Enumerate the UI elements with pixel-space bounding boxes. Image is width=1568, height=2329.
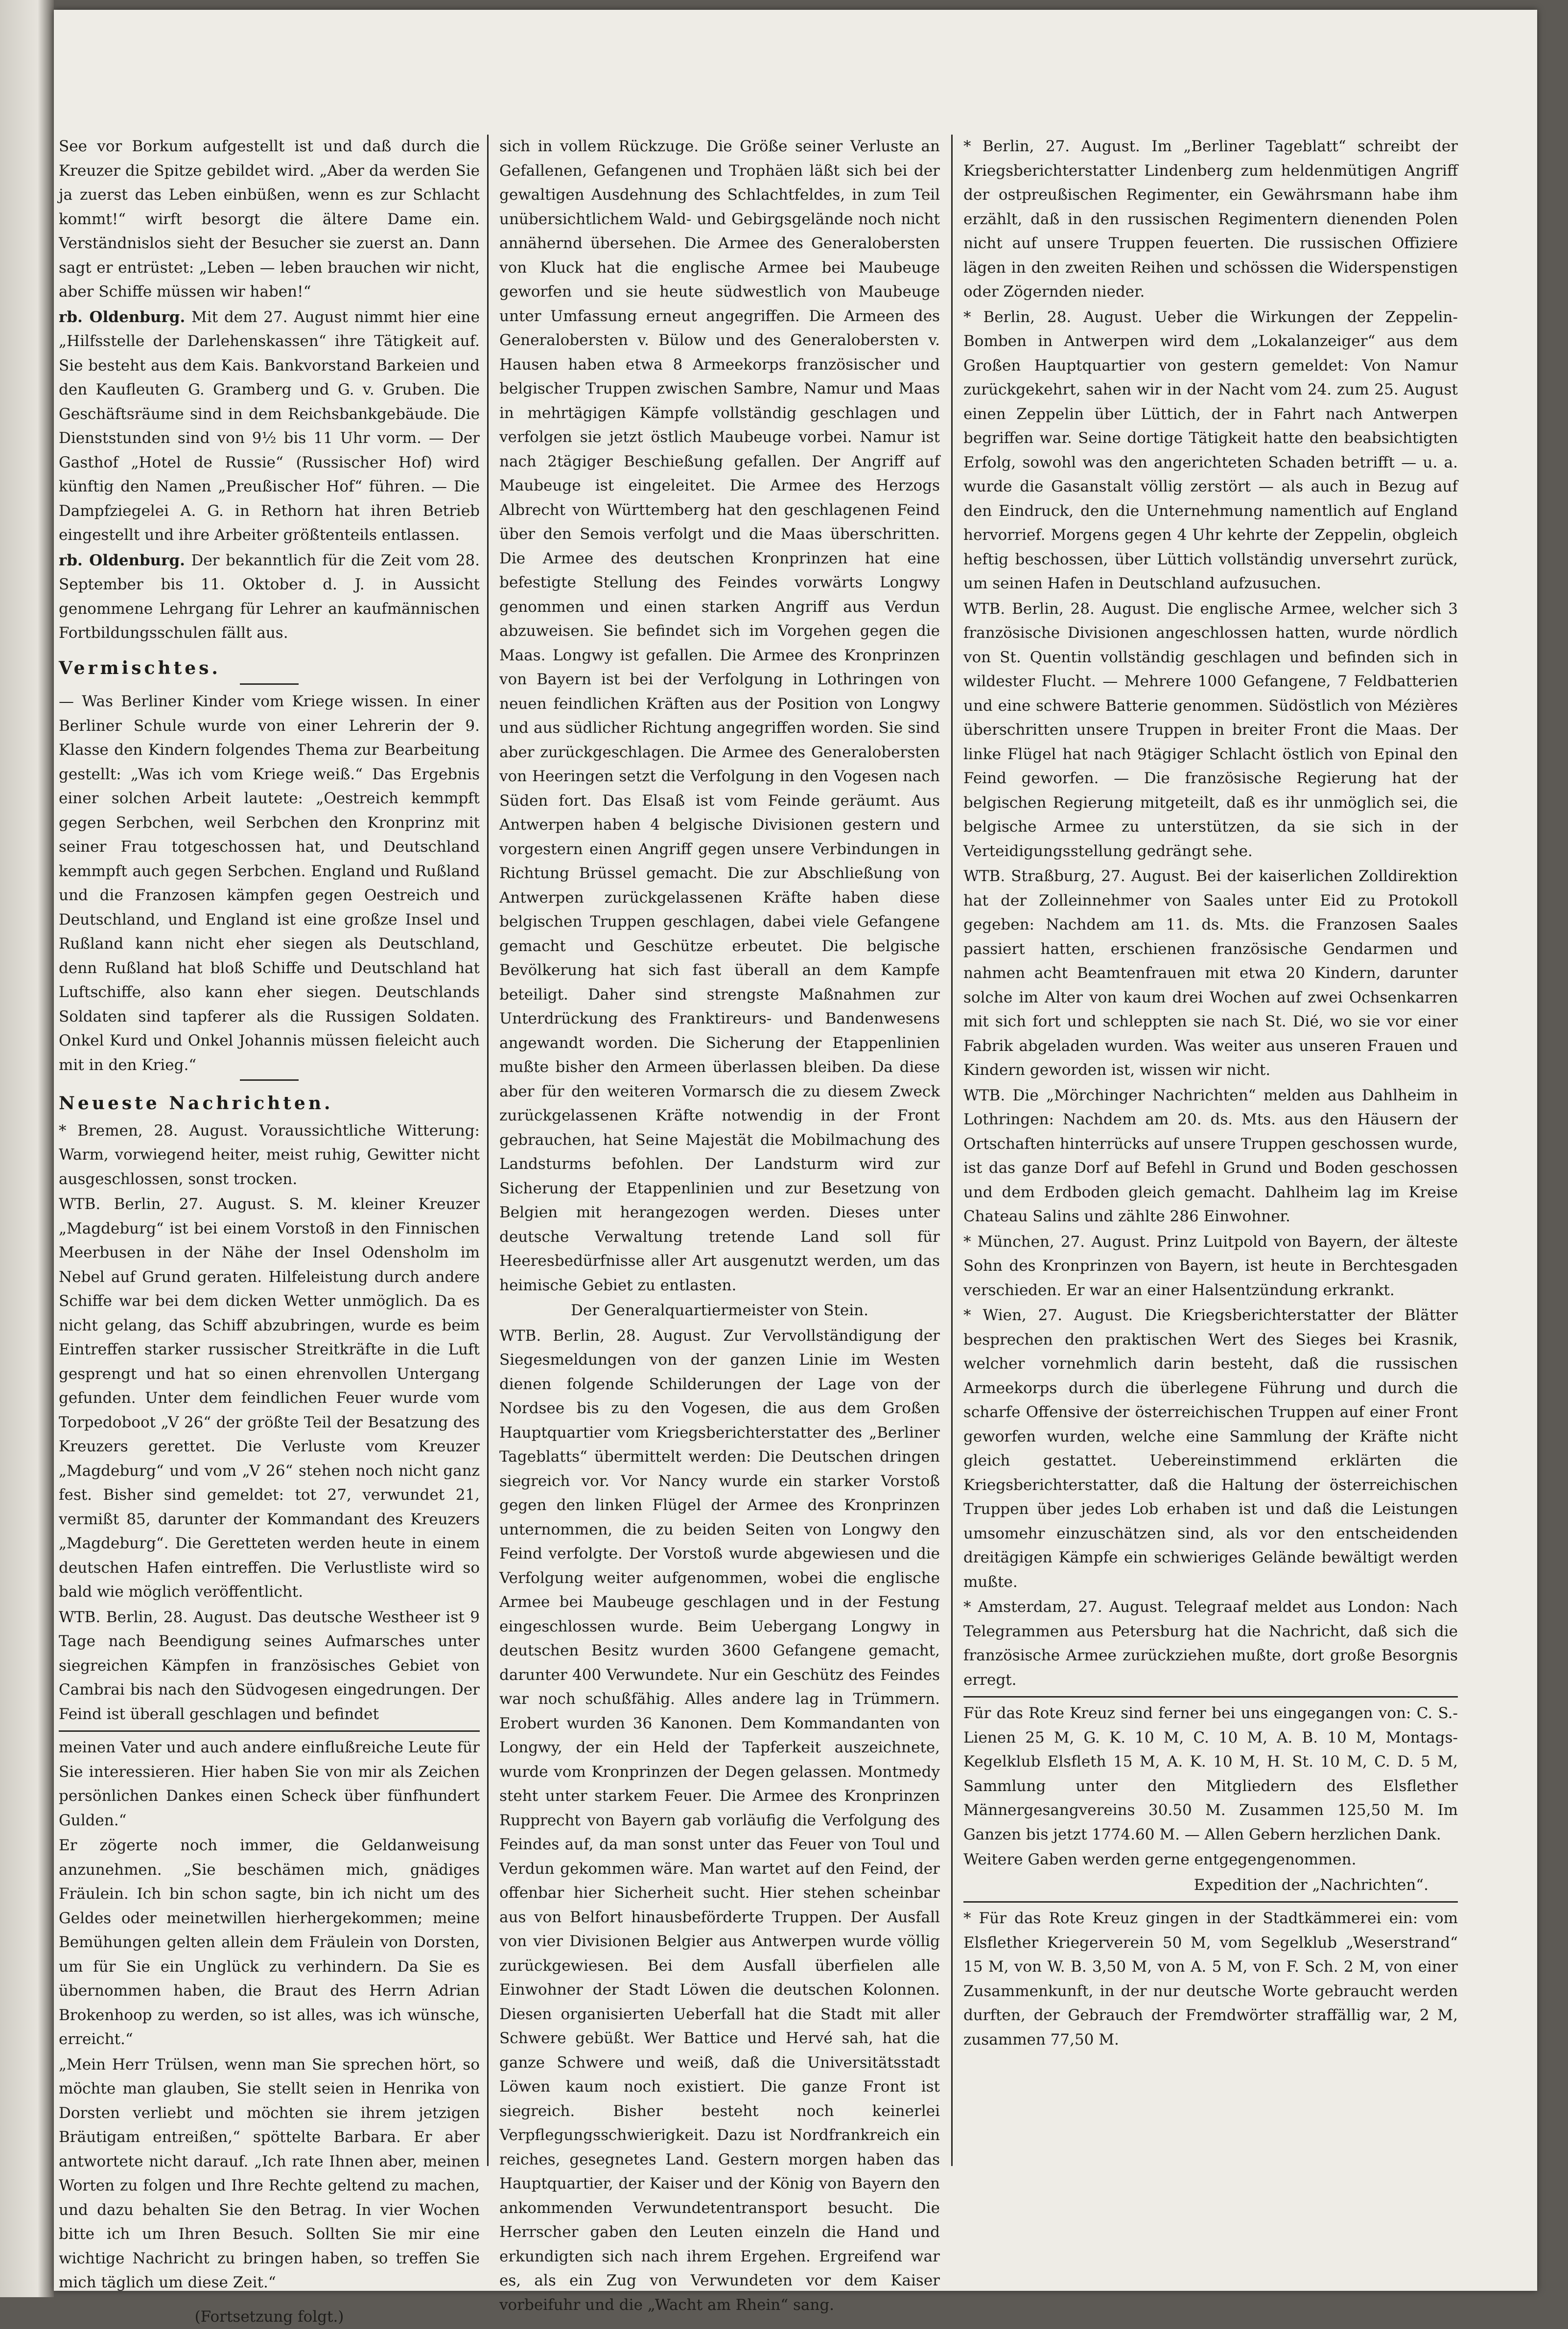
news-item: * Berlin, 28. August. Ueber die Wirkungen der Zeppelin-Bomben in Antwerpen wird dem „Lokalanzeiger“ aus dem Großen Hauptquartier von gestern gemeldet: Von Namur zurückgekehrt, sahen wir in der Nacht vom 24. zum 25. August einen Zeppelin über Lüttich, der in Fahrt nach Antwerpen begriffen war. Seine dortige Tätigkeit hatte den beabsichtigten Erfolg, sowohl was den angerichteten Schaden betrifft — u. a. wurde die Gasanstalt völlig zerstört — als auch in Bezug auf den Eindruck, den die Unternehmung namentlich auf England hervorrief. Morgens gegen 4 Uhr kehrte der Zeppelin, obgleich heftig beschossen, über Lüttich vollständig unversehrt zurück, um seinen Hafen in Deutschland aufzusuchen. — [963, 305, 1458, 596]
article-paragraph: See vor Borkum aufgestellt ist und daß durch die Kreuzer die Spitze gebildet wird. „Aber da werden Sie ja zuerst das Leben einbüßen, wenn es zur Schlacht kommt!“ wirft besorgt die ältere Dame ein. Verständnislos sieht der Besucher sie zuerst an. Dann sagt er entrüstet: „Leben — leben brauchen wir nicht, aber Schiffe müssen wir haben!“ — [59, 135, 480, 304]
news-item: * Amsterdam, 27. August. Telegraaf meldet aus London: Nach Telegrammen aus Petersburg hat die Nachricht, daß sich die französische Armee zurückziehen mußte, dort große Besorgnis erregt. — [963, 1595, 1458, 1692]
column-left — [54, 135, 480, 2200]
news-item: sich in vollem Rückzuge. Die Größe seiner Verluste an Gefallenen, Gefangenen und Trophäen läßt sich bei der gewaltigen Ausdehnung des Schlachtfeldes, in zum Teil unübersichtlichem Wald- und Gebirgsgelände noch nicht annähernd übersehen. Die Armee des Generalobersten von Kluck hat die englische Armee bei Maubeuge geworfen und sie heute südwestlich von Maubeuge unter Umfassung erneut angegriffen. Die Armeen des Generalobersten v. Bülow und des Generalobersten v. Hausen haben etwa 8 Armeekorps französischer und belgischer Truppen zwischen Sambre, Namur und Maas in mehrtägigen Kämpfe vollständig geschlagen und verfolgen sie jetzt östlich Maubeuge vorbei. Namur ist nach 2tägiger Beschießung gefallen. Der Angriff auf Maubeuge ist eingeleitet. Die Armee des Herzogs Albrecht von Württemberg hat den geschlagenen Feind über den Semois verfolgt und die Maas überschritten. Die Armee des deutschen Kronprinzen hat eine befestigte Stellung des Feindes vorwärts Longwy genommen und einen starken Angriff aus Verdun abzuweisen. Sie befindet sich im Vorgehen gegen die Maas. Longwy ist gefallen. Die Armee des Kronprinzen von Bayern ist bei der Verfolgung in Lothringen von neuen feindlichen Kräften aus der Position von Longwy und aus südlicher Richtung angegriffen worden. Sie sind aber zurückgeschlagen. Die Armee des Generalobersten von Heeringen setzt die Verfolgung in den Vogesen nach Süden fort. Das Elsaß ist vom Feinde geräumt. Aus Antwerpen haben 4 belgische Divisionen gestern und vorgestern einen Angriff gegen unsere Verbindungen in Richtung Brüssel gemacht. Die zur Abschließung von Antwerpen zurückgelassenen Kräfte haben diese belgischen Truppen geschlagen, dabei viele Gefangene gemacht und Geschütze erbeutet. Die belgische Bevölkerung hat sich fast überall an dem Kampfe beteiligt. Daher sind strengste Maßnahmen zur Unterdrückung des Franktireurs- und Bandenwesens angewandt worden. Die Sicherung der Etappenlinien mußte bisher den Armeen überlassen bleiben. Da diese aber für den weiteren Vormarsch die zu diesem Zweck zurückgelassenen Kräfte notwendig in der Front gebrauchen, hat Seine Majestät die Mobilmachung des Landsturms befohlen. Der Landsturm wird zur Sicherung der Etappenlinien und zur Besetzung von Belgien mit herangezogen werden. Dieses unter deutsche Verwaltung tretende Land soll für Heeresbedürfnisse aller Art ausgenutzt werden, um das heimische Gebiet zu entlasten. — [499, 135, 940, 1298]
divider — [240, 683, 299, 685]
column-rule — [487, 135, 489, 2166]
news-item: WTB. Die „Mörchinger Nachrichten“ melden aus Dahlheim in Lothringen: Nachdem am 20. ds. Mts. aus den Häusern der Ortschaften hinterrücks auf unsere Truppen geschossen wurde, ist das ganze Dorf auf Befehl in Grund und Boden geschossen und dem Erdboden gleich gemacht. Dahlheim lag im Kreise Chateau Salins und zählte 286 Einwohner. — [963, 1084, 1458, 1229]
dateline: rb. Oldenburg. — [59, 308, 185, 326]
news-item: WTB. Straßburg, 27. August. Bei der kaiserlichen Zolldirektion hat der Zolleinnehmer von Saales unter Eid zu Protokoll gegeben: Nachdem am 11. ds. Mts. die Franzosen Saales passiert hatten, erschienen französische Gendarmen und nahmen acht Beamtenfrauen mit etwa 20 Kindern, darunter solche im Alter von kaum drei Wochen auf zwei Ochsenkarren mit sich fort und schleppten sie nach St. Dié, wo sie vor einer Fabrik abgeladen wurden. Was weiter aus unseren Frauen und Kindern geworden ist, wissen wir nicht. — [963, 864, 1458, 1083]
section-heading-neueste-nachrichten: Neueste Nachrichten. — [59, 1092, 480, 1116]
news-item: WTB. Berlin, 27. August. S. M. kleiner Kreuzer „Magdeburg“ ist bei einem Vorstoß in den Finnischen Meerbusen in der Nähe der Insel Odensholm im Nebel auf Grund geraten. Hilfeleistung durch andere Schiffe war bei dem dicken Wetter unmöglich. Da es nicht gelang, das Schiff abzubringen, wurde es beim Eintreffen starker russischer Streitkräfte in die Luft gesprengt und hat so einen ehrenvollen Untergang gefunden. Unter dem feindlichen Feuer wurde vom Torpedoboot „V 26“ der größte Teil der Besatzung des Kreuzers gerettet. Die Verluste vom Kreuzer „Magdeburg“ und vom „V 26“ stehen noch nicht ganz fest. Bisher sind gemeldet: tot 27, verwundet 21, vermißt 85, darunter der Kommandant des Kreuzers „Magdeburg“. Die Geretteten werden heute in einem deutschen Hafen eintreffen. Die Verlustliste wird so bald wie möglich veröffentlicht. — [59, 1192, 480, 1605]
article-body: Der bekanntlich für die Zeit vom 28. September bis 11. Oktober d. J. in Aussicht genommene Lehrgang für Lehrer an kaufmännischen Fortbildungsschulen fällt aus. — [59, 552, 480, 642]
section-heading-vermischtes: Vermischtes. — [59, 656, 480, 681]
divider — [240, 1079, 299, 1081]
column-middle — [499, 135, 940, 2200]
news-item: * Wien, 27. August. Die Kriegsberichterstatter der Blätter besprechen den praktischen Wert des Sieges bei Krasnik, welcher vornehmlich darin besteht, daß die russischen Armeekorps durch die überlegene Führung und durch die scharfe Offensive der österreichischen Truppen auf einer Front geworfen wurden, welche eine Sammlung der Kräfte nicht gleich gestattet. Uebereinstimmend erklärten die Kriegsberichterstatter, daß die Haltung der österreichischen Truppen über jedes Lob erhaben ist und daß die Leistungen umsomehr einzuschätzen sind, als vor den entscheidenden dreitägigen Kämpfe ein schwieriges Gelände bewältigt werden mußte. — [963, 1304, 1458, 1594]
article-body: Mit dem 27. August nimmt hier eine „Hilfsstelle der Darlehenskassen“ ihre Tätigkeit auf. Sie besteht aus dem Kais. Bankvorstand Barkeien und den Kaufleuten G. Gramberg und G. v. Gruben. Die Geschäftsräume sind in dem Reichsbankgebäude. Die Dienststunden sind von 9½ bis 11 Uhr vorm. — Der Gasthof „Hotel de Russie“ (Russischer Hof) wird künftig den Namen „Preußischer Hof“ führen. — Die Dampfziegelei A. G. in Rethorn hat ihren Betrieb eingestellt und ihre Arbeiter größtenteils entlassen. — [59, 308, 480, 544]
news-item: WTB. Berlin, 28. August. Zur Vervollständigung der Siegesmeldungen von der ganzen Linie im Westen dienen folgende Schilderungen der Lage von der Nordsee bis zu den Vogesen, die aus dem Großen Hauptquartier vom Kriegsberichterstatter des „Berliner Tageblatts“ übermittelt werden: Die Deutschen dringen siegreich vor. Vor Nancy wurde ein starker Vorstoß gegen den linken Flügel der Armee des Kronprinzen unternommen, die zu beiden Seiten von Longwy den Feind verfolgte. Der Vorstoß wurde abgewiesen und die Verfolgung weiter aufgenommen, wobei die englische Armee bei Maubeuge geschlagen und in der Festung eingeschlossen wurde. Beim Uebergang Longwy in deutschen Besitz wurden 3600 Gefangene gemacht, darunter 400 Verwundete. Nur ein Geschütz des Feindes war noch schußfähig. Alles andere lag in Trümmern. Erobert wurden 36 Kanonen. Dem Kommandanten von Longwy, der ein Held der Tapferkeit auszeichnete, wurde vom Kronprinzen der Degen gelassen. Montmedy steht unter starkem Feuer. Die Armee des Kronprinzen Rupprecht von Bayern gab vorläufig die Verfolgung des Feindes auf, da man sonst unter das Feuer von Toul und Verdun gekommen wäre. Man wartet auf den Feind, der offenbar hier Sicherheit sucht. Hier stehen scheinbar aus von Belfort hinausbeförderte Truppen. Der Ausfall von vier Divisionen Belgier aus Antwerpen wurde völlig zurückgewiesen. Bei dem Ausfall überfielen alle Einwohner der Stadt Löwen die deutschen Kolonnen. Diesen organisierten Ueberfall hat die Stadt mit aller Schwere gebüßt. Wer Battice und Hervé sah, hat die ganze Schwere und weiß, daß die Universitätsstadt Löwen kaum noch existiert. Die ganze Front ist siegreich. Bisher besteht noch keinerlei Verpflegungsschwierigkeit. Dazu ist Nordfrankreich ein reiches, gesegnetes Land. Gestern morgen haben das Hauptquartier, der Kaiser und der König von Bayern den ankommenden Verwundetentransport besucht. Die Herrscher gaben den Leuten einzeln die Hand und erkundigten sich nach ihrem Ergehen. Ergreifend war es, als ein Zug von Verwundeten vor dem Kaiser vorbeifuhr und die „Wacht am Rhein“ sang. — [499, 1324, 940, 2318]
column-rule — [951, 135, 953, 2166]
continuation-note: (Fortsetzung folgt.) — [59, 2305, 480, 2329]
news-item: * München, 27. August. Prinz Luitpold von Bayern, der älteste Sohn des Kronprinzen von Bayern, ist heute in Berchtesgaden verschieden. Er war an einer Halsentzündung erkrankt. — [963, 1230, 1458, 1303]
news-item: * Berlin, 27. August. Im „Berliner Tageblatt“ schreibt der Kriegsberichterstatter Lindenberg zum heldenmütigen Angriff der ostpreußischen Regimenter, ein Gewährsmann habe ihm erzählt, daß in den russischen Regimentern dienenden Polen nicht auf unsere Truppen feuerten. Die russischen Offiziere lägen in den zweiten Reihen und schössen die Widerspenstigen oder Zögernden nieder. — [963, 135, 1458, 304]
article-paragraph — [59, 305, 480, 548]
serial-paragraph: meinen Vater und auch andere einflußreiche Leute für Sie interessieren. Hier haben Sie von mir als Zeichen persönlichen Dankes einen Scheck über fünfhundert Gulden.“ — [59, 1736, 480, 1833]
horizontal-rule — [59, 1730, 480, 1732]
serial-paragraph: Er zögerte noch immer, die Geldanweisung anzunehmen. „Sie beschämen mich, gnädiges Fräulein. Ich bin schon sagte, bin ich nicht um des Geldes oder meinetwillen hierhergekommen; meine Bemühungen gelten allein dem Fräulein von Dorsten, um für Sie ein Unglück zu verhindern. Da Sie es übernommen haben, die Braut des Herrn Adrian Brokenhoop zu werden, so ist alles, was ich wünsche, erreicht.“ — [59, 1834, 480, 2052]
donation-notice: Für das Rote Kreuz sind ferner bei uns eingegangen von: C. S.-Lienen 25 M, G. K. 10 M, C. 10 M, A. B. 10 M, Montags-Kegelklub Elsfleth 15 M, A. K. 10 M, H. St. 10 M, C. D. 5 M, Sammlung unter den Mitgliedern des Elsflether Männergesangvereins 30.50 M. Zusammen 125,50 M. Im Ganzen bis jetzt 1774.60 M. — Allen Gebern herzlichen Dank. — [963, 1701, 1458, 1847]
notice-signature: Expedition der „Nachrichten“. — [963, 1873, 1458, 1898]
news-item: * Bremen, 28. August. Voraussichtliche Witterung: Warm, vorwiegend heiter, meist ruhig, Gewitter nicht ausgeschlossen, sonst trocken. — [59, 1119, 480, 1192]
news-item: WTB. Berlin, 28. August. Die englische Armee, welcher sich 3 französische Divisionen angeschlossen hatten, wurde nördlich von St. Quentin vollständig geschlagen und befinden sich in wildester Flucht. — Mehrere 1000 Gefangene, 7 Feldbatterien und eine schwere Batterie genommen. Südöstlich von Mézières überschritten unsere Truppen in breiter Front die Maas. Der linke Flügel hat nach 9tägiger Schlacht östlich von Epinal den Feind geworfen. — Die französische Regierung hat der belgischen Regierung mitgeteilt, daß es ihr unmöglich sei, die belgische Armee zu unterstützen, da sie sich in der Verteidigungsstellung gedrängt sehe. — [963, 597, 1458, 864]
previous-page-edge — [0, 0, 54, 2297]
horizontal-rule — [963, 1901, 1458, 1903]
article-paragraph: — Was Berliner Kinder vom Kriege wissen. In einer Berliner Schule wurde von einer Lehrerin der 9. Klasse den Kindern folgendes Thema zur Bearbeitung gestellt: „Was ich vom Kriege weiß.“ Das Ergebnis einer solchen Arbeit lautete: „Oestreich kemmpft gegen Serbchen, weil Serbchen den Kronprinz mit seiner Frau totgeschossen hat, und Deutschland kemmpft auch gegen Serbchen. England und Rußland und die Franzosen kämpfen gegen Oestreich und Deutschland, und England ist eine großze Insel und Rußland kann nicht eher siegen als Deutschland, denn Rußland hat bloß Schiffe und Deutschland hat Luftschiffe, also kann eher siegen. Deutschlands Soldaten sind tapferer als die Russigen Soldaten. Onkel Kurd und Onkel Johannis müssen fieleicht auch mit in den Krieg.“ — [59, 690, 480, 1077]
column-right — [963, 135, 1458, 2200]
signature: Der Generalquartiermeister von Stein. — [499, 1299, 940, 1323]
horizontal-rule — [963, 1696, 1458, 1698]
dateline: rb. Oldenburg. — [59, 552, 185, 569]
newspaper-page — [54, 10, 1537, 2291]
news-item: WTB. Berlin, 28. August. Das deutsche Westheer ist 9 Tage nach Beendigung seines Aufmarsches unter siegreichen Kämpfen in französisches Gebiet von Cambrai bis nach den Südvogesen eingedrungen. Der Feind ist überall geschlagen und befindet — [59, 1606, 480, 1727]
article-paragraph — [59, 549, 480, 646]
donation-notice: * Für das Rote Kreuz gingen in der Stadtkämmerei ein: vom Elsflether Kriegerverein 50 M, vom Segelklub „Weserstrand“ 15 M, von W. B. 3,50 M, von A. 5 M, von F. Sch. 2 M, von einer Zusammenkunft, in der nur deutsche Worte gebraucht werden durften, der Gebrauch der Fremdwörter straffällig war, 2 M, zusammen 77,50 M. — [963, 1907, 1458, 2052]
donation-notice: Weitere Gaben werden gerne entgegengenommen. — [963, 1848, 1458, 1872]
serial-paragraph: „Mein Herr Trülsen, wenn man Sie sprechen hört, so möchte man glauben, Sie stellt seien in Henrika von Dorsten verliebt und möchten sie ihrem jetzigen Bräutigam entreißen,“ spöttelte Barbara. Er aber antwortete nicht darauf. „Ich rate Ihnen aber, meinen Worten zu folgen und Ihre Rechte geltend zu machen, und dazu behalten Sie den Betrag. In vier Wochen bitte ich um Ihren Besuch. Sollten Sie mir eine wichtige Nachricht zu bringen haben, so treffen Sie mich täglich um diese Zeit.“ — [59, 2053, 480, 2295]
